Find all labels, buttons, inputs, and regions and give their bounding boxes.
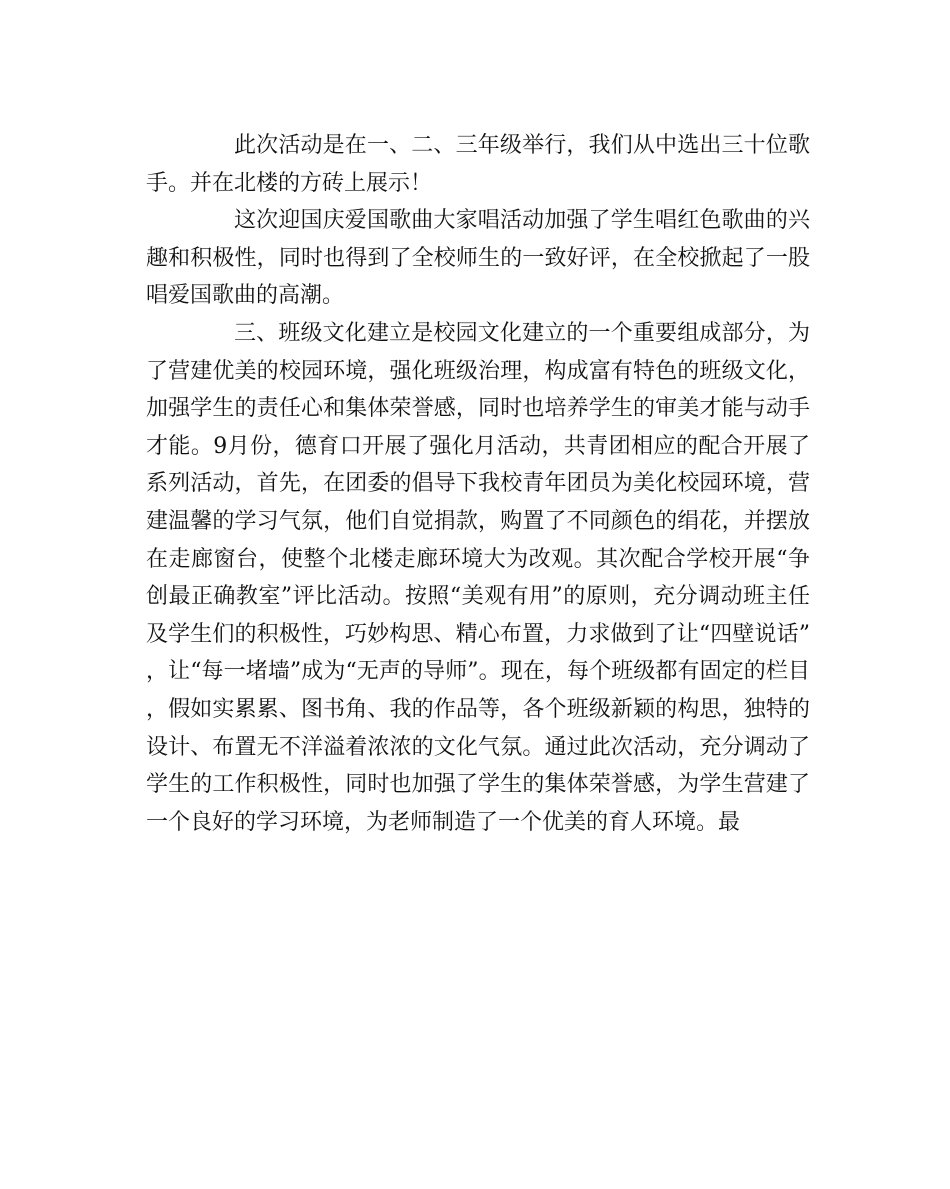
paragraph-activity-intro: 此次活动是在一、二、三年级举行，我们从中选出三十位歌手。并在北楼的方砖上展示！ — [146, 133, 810, 196]
paragraph-class-culture: 三、班级文化建立是校园文化建立的一个重要组成部分，为了营建优美的校园环境，强化班级治理，构成富有特色的班级文化，加强学生的责任心和集体荣誉感，同时也培养学生的审美才能与动手才能。9月份，德育口开展了强化月活动，共青团相应的配合开展了系列活动，首先，在团委的倡导下我校青年团员为美化校园环境，营建温馨的学习气氛，他们自觉捐款，购置了不同颜色的绢花，并摆放在走廊窗台，使整个北楼走廊环境大为改观。其次配合学校开展“争创最正确教室”评比活动。按照“美观有用”的原则，充分调动班主任及学生们的积极性，巧妙构思、精心布置，力求做到了让“四壁说话”，让“每一堵墙”成为“无声的导师”。现在，每个班级都有固定的栏目，假如实累累、图书角、我的作品等，各个班级新颖的构思，独特的设计、布置无不洋溢着浓浓的文化气氛。通过此次活动，充分调动了学生的工作积极性，同时也加强了学生的集体荣誉感，为学生营建了一个良好的学习环境，为老师制造了一个优美的育人环境。最 — [146, 320, 810, 835]
paragraph-patriotic-songs: 这次迎国庆爱国歌曲大家唱活动加强了学生唱红色歌曲的兴趣和积极性，同时也得到了全校师生的一致好评，在全校掀起了一股唱爱国歌曲的高潮。 — [146, 208, 810, 309]
document-body — [146, 127, 810, 841]
